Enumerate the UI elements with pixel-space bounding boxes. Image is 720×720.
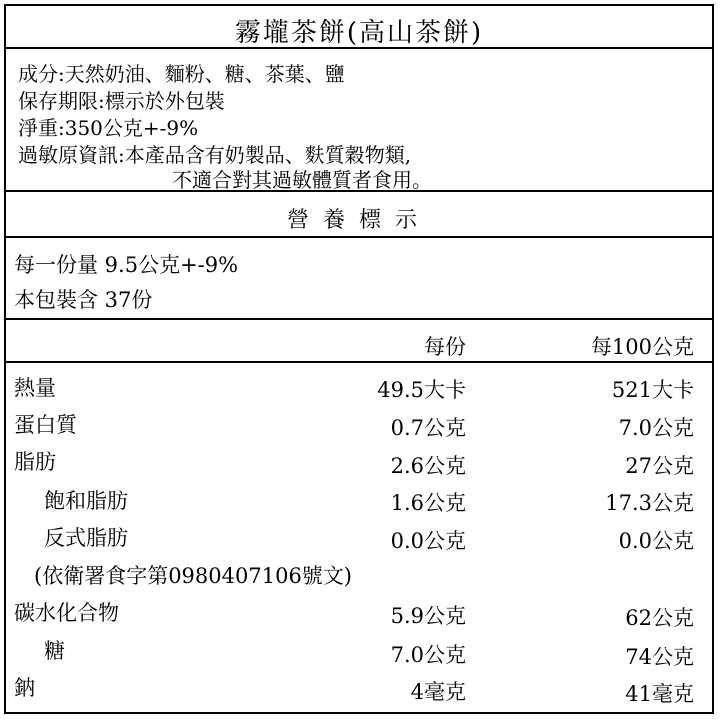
energy-per-100g: 521大卡 bbox=[611, 378, 694, 402]
serving-size: 每一份量 9.5公克+-9% bbox=[14, 253, 239, 277]
trans-fat-regulation-note: (依衛署食字第0980407106號文) bbox=[34, 564, 352, 588]
row-label-sugar: 糖 bbox=[44, 639, 65, 663]
nutrition-section-title: 營養標示 bbox=[286, 208, 431, 233]
sugar-per-100g: 74公克 bbox=[625, 645, 694, 669]
sodium-per-100g: 41毫克 bbox=[625, 682, 694, 706]
product-title: 霧壠茶餅(高山茶餅) bbox=[234, 18, 484, 48]
servings-per-pack: 本包裝含 37份 bbox=[14, 288, 153, 312]
row-label-saturated-fat: 飽和脂肪 bbox=[44, 489, 128, 513]
shelf-life-text: 保存期限:標示於外包裝 bbox=[18, 89, 225, 113]
fat-per-serving: 2.6公克 bbox=[390, 454, 466, 478]
protein-per-serving: 0.7公克 bbox=[390, 416, 466, 440]
row-label-protein: 蛋白質 bbox=[14, 413, 77, 437]
carbohydrate-per-100g: 62公克 bbox=[625, 606, 694, 630]
row-label-sodium: 鈉 bbox=[14, 676, 35, 700]
allergen-text: 過敏原資訊:本產品含有奶製品、麩質穀物類, bbox=[18, 143, 412, 167]
trans-fat-per-100g: 0.0公克 bbox=[618, 529, 694, 553]
divider-section-title bbox=[4, 236, 714, 238]
energy-per-serving: 49.5大卡 bbox=[377, 378, 466, 402]
row-label-trans-fat: 反式脂肪 bbox=[44, 526, 128, 550]
column-header-per-serving: 每份 bbox=[424, 335, 466, 359]
row-label-carbohydrate: 碳水化合物 bbox=[14, 601, 119, 625]
protein-per-100g: 7.0公克 bbox=[618, 416, 694, 440]
row-label-fat: 脂肪 bbox=[14, 450, 56, 474]
ingredients-text: 成分:天然奶油、麵粉、糖、茶葉、鹽 bbox=[18, 62, 345, 86]
fat-per-100g: 27公克 bbox=[625, 454, 694, 478]
divider-column-header bbox=[4, 361, 714, 363]
saturated-fat-per-100g: 17.3公克 bbox=[605, 491, 694, 515]
sugar-per-serving: 7.0公克 bbox=[390, 643, 466, 667]
divider-serving bbox=[4, 318, 714, 320]
net-weight-text: 淨重:350公克+-9% bbox=[18, 116, 199, 140]
sodium-per-serving: 4毫克 bbox=[410, 680, 466, 704]
row-label-energy: 熱量 bbox=[14, 376, 56, 400]
trans-fat-per-serving: 0.0公克 bbox=[390, 529, 466, 553]
allergen-text-continued: 不適合對其過敏體質者食用。 bbox=[172, 168, 432, 192]
column-header-per-100g: 每100公克 bbox=[590, 335, 694, 359]
carbohydrate-per-serving: 5.9公克 bbox=[390, 604, 466, 628]
saturated-fat-per-serving: 1.6公克 bbox=[390, 491, 466, 515]
